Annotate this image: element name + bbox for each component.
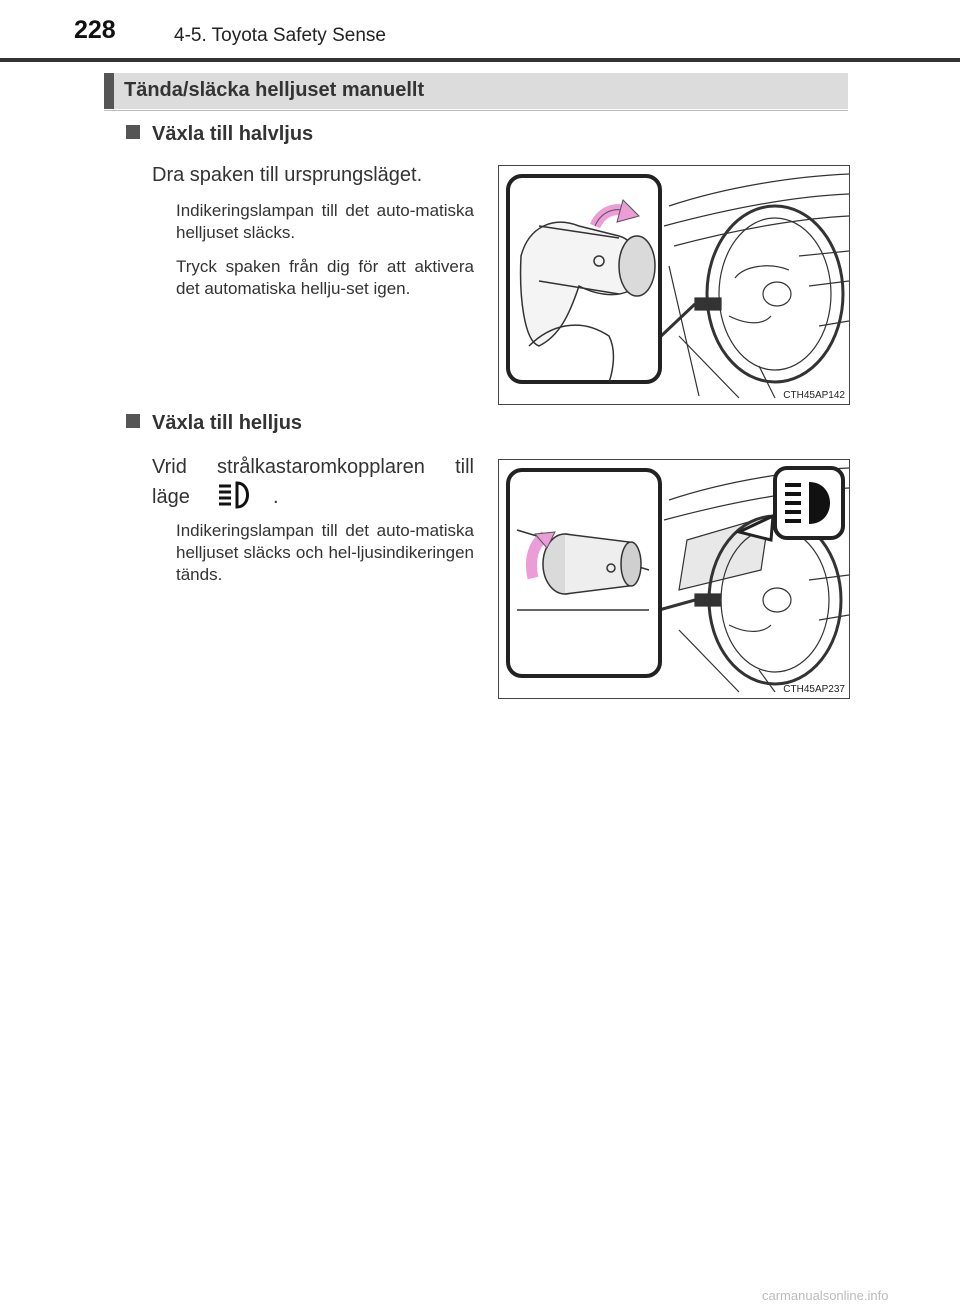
instruction-period: .	[272, 486, 279, 508]
section-title-bar	[104, 73, 848, 109]
section-accent	[104, 73, 114, 109]
note-low-beam-2: Tryck spaken från dig för att aktivera det automatiska hellju-set igen.	[176, 257, 474, 299]
subheading-high-beam	[126, 412, 302, 435]
instruction-high-beam-line2	[152, 481, 474, 519]
subheading-low-beam	[126, 123, 313, 146]
instruction-high-beam	[152, 451, 474, 519]
note-low-beam-1: Indikeringslampan till det auto-matiska helljuset släcks.	[176, 201, 474, 243]
figure-high-beam	[498, 459, 850, 699]
section-divider	[104, 110, 848, 111]
bullet-square-icon	[126, 414, 140, 428]
header-divider	[0, 58, 960, 62]
instruction-low-beam: Dra spaken till ursprungsläget.	[152, 164, 423, 186]
bullet-square-icon	[126, 125, 140, 139]
instruction-text: läge	[152, 486, 190, 508]
watermark: carmanualsonline.info	[762, 1288, 889, 1303]
section-title: Tända/släcka helljuset manuellt	[124, 79, 425, 101]
high-beam-symbol-icon	[217, 481, 253, 519]
switch-rotate-illustration	[499, 460, 849, 698]
figure-code: CTH45AP142	[783, 390, 845, 401]
subheading-text: Växla till halvljus	[152, 123, 314, 145]
lever-pull-illustration	[499, 166, 849, 404]
figure-code: CTH45AP237	[783, 684, 845, 695]
figure-low-beam	[498, 165, 850, 405]
subheading-text: Växla till helljus	[152, 412, 303, 434]
note-high-beam-1: Indikeringslampan till det auto-matiska helljuset släcks och hel-ljusindikeringen tänds.	[176, 521, 474, 585]
chapter-title: 4-5. Toyota Safety Sense	[174, 25, 386, 46]
instruction-high-beam-line1: Vrid strålkastaromkopplaren till	[152, 456, 474, 478]
page-number: 228	[74, 16, 116, 44]
